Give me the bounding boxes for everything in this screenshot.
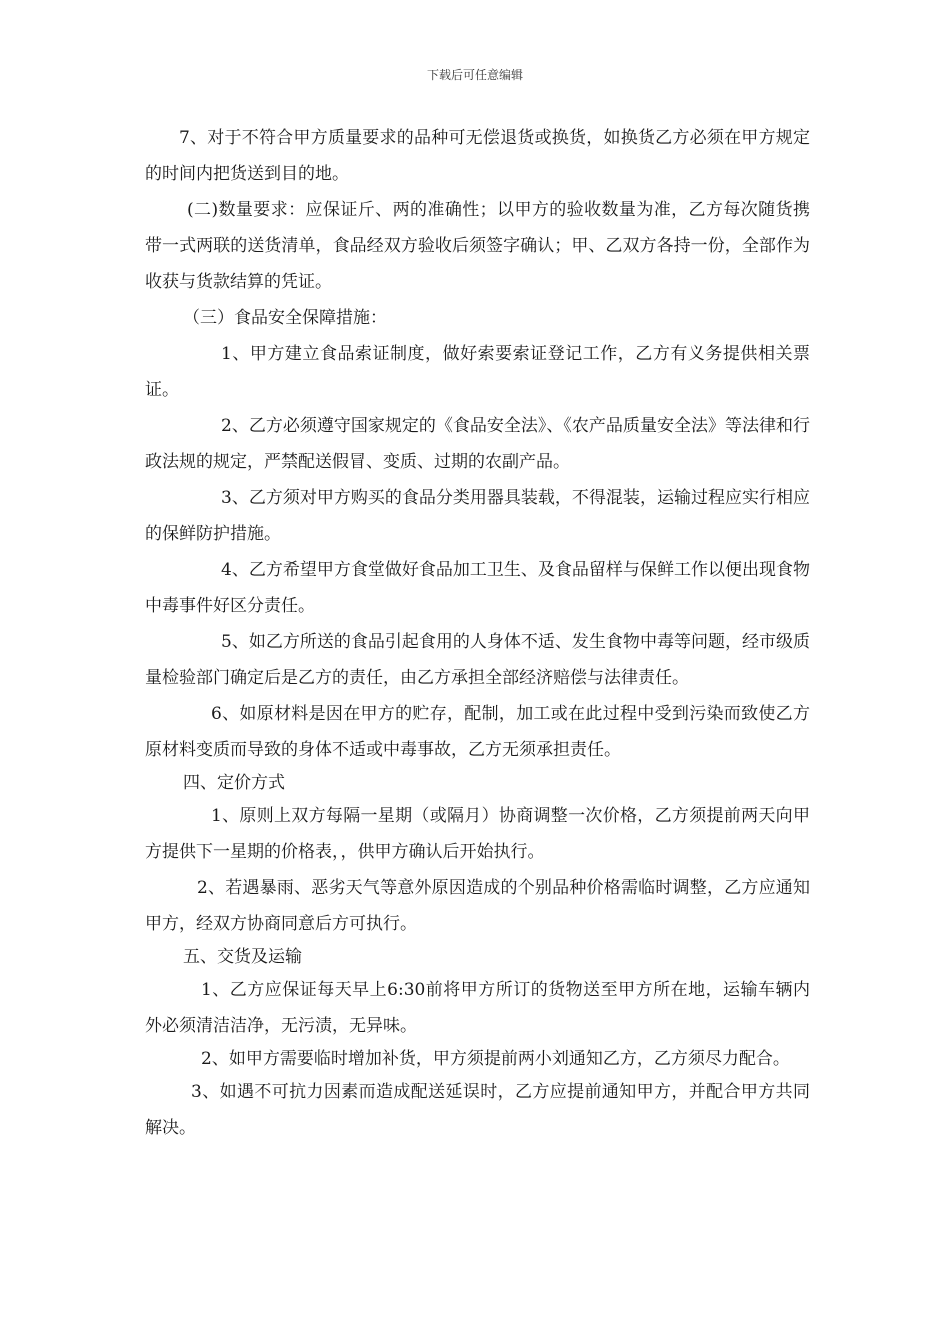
section-heading-pricing: 四、定价方式 bbox=[183, 773, 285, 793]
paragraph-safety-item-4: 4、乙方希望甲方食堂做好食品加工卫生、及食品留样与保鲜工作以便出现食物中毒事件好区分责任。 bbox=[145, 560, 810, 616]
paragraph-delivery-item-1: 1、乙方应保证每天早上6:30前将甲方所订的货物送至甲方所在地，运输车辆内外必须清洁洁净，无污渍，无异味。 bbox=[145, 980, 810, 1036]
paragraph-safety-item-5: 5、如乙方所送的食品引起食用的人身体不适、发生食物中毒等问题，经市级质量检验部门确定后是乙方的责任，由乙方承担全部经济赔偿与法律责任。 bbox=[145, 632, 810, 688]
paragraph-item-7-returns: 7、对于不符合甲方质量要求的品种可无偿退货或换货，如换货乙方必须在甲方规定的时间内把货送到目的地。 bbox=[145, 128, 810, 184]
paragraph-safety-item-2: 2、乙方必须遵守国家规定的《食品安全法》、《农产品质量安全法》等法律和行政法规的规定，严禁配送假冒、变质、过期的农副产品。 bbox=[145, 416, 810, 472]
document-body bbox=[145, 120, 810, 1146]
paragraph-safety-item-6: 6、如原材料是因在甲方的贮存，配制，加工或在此过程中受到污染而致使乙方原材料变质而导致的身体不适或中毒事故，乙方无须承担责任。 bbox=[145, 704, 810, 760]
page-header: 下载后可任意编辑 bbox=[426, 68, 523, 82]
paragraph-safety-item-3: 3、乙方须对甲方购买的食品分类用器具装载，不得混装，运输过程应实行相应的保鲜防护措施。 bbox=[145, 488, 810, 544]
paragraph-pricing-item-2: 2、若遇暴雨、恶劣天气等意外原因造成的个别品种价格需临时调整，乙方应通知甲方，经双方协商同意后方可执行。 bbox=[145, 878, 810, 934]
section-heading-food-safety: （三）食品安全保障措施： bbox=[183, 308, 387, 328]
paragraph-delivery-item-2: 2、如甲方需要临时增加补货，甲方须提前两小刘通知乙方，乙方须尽力配合。 bbox=[201, 1049, 790, 1069]
paragraph-quantity-requirements: (二)数量要求：应保证斤、两的准确性；以甲方的验收数量为准，乙方每次随货携带一式两联的送货清单，食品经双方验收后须签字确认；甲、乙双方各持一份，全部作为收获与货款结算的凭证。 bbox=[145, 200, 810, 292]
paragraph-pricing-item-1: 1、原则上双方每隔一星期（或隔月）协商调整一次价格，乙方须提前两天向甲方提供下一星期的价格表，，供甲方确认后开始执行。 bbox=[145, 806, 810, 862]
paragraph-delivery-item-3: 3、如遇不可抗力因素而造成配送延误时，乙方应提前通知甲方，并配合甲方共同解决。 bbox=[145, 1082, 810, 1138]
paragraph-safety-item-1: 1、甲方建立食品索证制度，做好索要索证登记工作，乙方有义务提供相关票证。 bbox=[145, 344, 810, 400]
section-heading-delivery: 五、交货及运输 bbox=[183, 947, 302, 967]
